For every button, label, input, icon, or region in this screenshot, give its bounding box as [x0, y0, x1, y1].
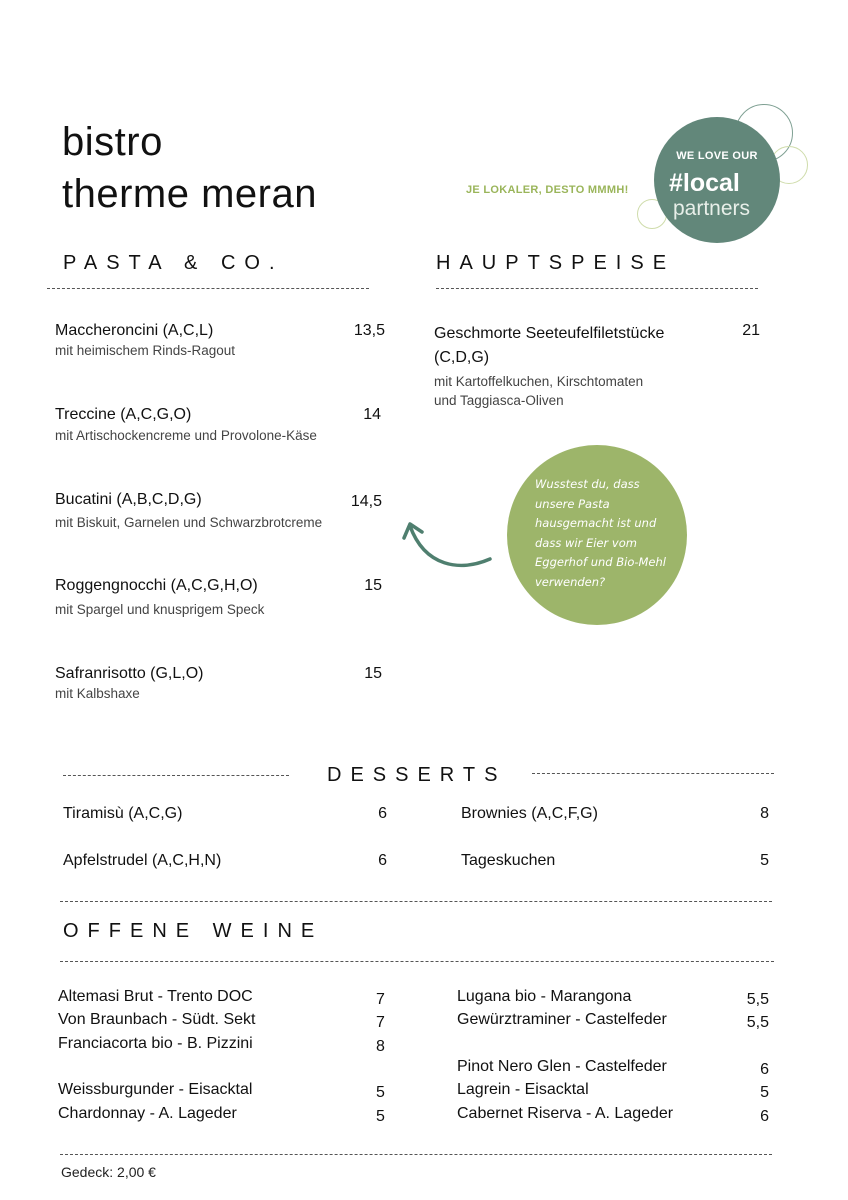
menu-item-pasta-4 [55, 665, 382, 701]
divider [47, 288, 369, 289]
menu-item-dessert-2 [461, 805, 769, 823]
wine-item [457, 1078, 769, 1102]
wine-item [58, 985, 386, 1009]
divider [532, 773, 774, 774]
section-heading-desserts: DESSERTS [327, 764, 507, 786]
section-heading-hauptspeise: HAUPTSPEISE [436, 252, 676, 274]
item-name: Apfelstrudel (A,C,H,N) [63, 852, 222, 869]
hint-line: verwenden? [535, 574, 606, 589]
wine-item [58, 1008, 386, 1032]
item-name: Bucatini (A,B,C,D,G) [55, 491, 202, 508]
wine-price: 7 [376, 991, 385, 1008]
badge-line-3: partners [673, 197, 751, 220]
divider [436, 288, 758, 289]
wine-item [457, 1055, 769, 1079]
wine-price: 8 [376, 1038, 385, 1055]
wine-item [457, 1008, 769, 1032]
item-description: mit Artischockencreme und Provolone-Käse [55, 428, 317, 443]
item-name: Brownies (A,C,F,G) [461, 805, 598, 822]
item-description-line-1: mit Kartoffelkuchen, Kirschtomaten [434, 374, 644, 389]
wine-name: Lagrein - Eisacktal [457, 1081, 589, 1098]
title-line-2: therme meran [62, 172, 317, 216]
tagline: JE LOKALER, DESTO MMMH! [466, 184, 629, 196]
item-price: 21 [742, 322, 760, 339]
wine-price: 5,5 [746, 991, 769, 1008]
menu-item-dessert-0 [63, 805, 387, 823]
item-name [434, 322, 760, 370]
restaurant-title [62, 116, 317, 220]
item-price: 6 [378, 805, 387, 822]
menu-item-pasta-3 [55, 577, 382, 617]
divider [60, 901, 772, 902]
wine-price: 5 [760, 1084, 769, 1101]
item-price: 6 [378, 852, 387, 869]
item-description: mit heimischem Rinds-Ragout [55, 343, 236, 358]
wine-name: Von Braunbach - Südt. Sekt [58, 1011, 256, 1028]
item-description: mit Spargel und knusprigem Speck [55, 602, 265, 617]
wine-price: 5,5 [746, 1014, 769, 1031]
item-description: mit Biskuit, Garnelen und Schwarzbrotcreme [55, 515, 323, 530]
wine-item [58, 1032, 386, 1056]
hint-line: Wusstest du, dass [535, 477, 640, 491]
wine-price: 5 [376, 1084, 385, 1101]
cover-charge: Gedeck: 2,00 € [61, 1164, 156, 1180]
section-heading-weine: OFFENE WEINE [63, 920, 324, 942]
menu-item-main-0 [434, 322, 760, 410]
hint-line: unsere Pasta [535, 496, 610, 511]
item-description-line-2: und Taggiasca-Oliven [434, 393, 564, 408]
wine-name: Lugana bio - Marangona [457, 988, 632, 1005]
wine-price: 7 [376, 1014, 385, 1031]
item-name: Treccine (A,C,G,O) [55, 406, 192, 423]
hint-line: hausgemacht ist und [535, 516, 657, 530]
wine-name: Gewürztraminer - Castelfeder [457, 1011, 667, 1028]
wine-price: 6 [760, 1108, 769, 1125]
item-price: 13,5 [353, 322, 385, 339]
divider [63, 775, 289, 776]
hint-line: Eggerhof und Bio-Mehl [535, 555, 666, 569]
divider [60, 1154, 772, 1155]
menu-item-pasta-0 [55, 322, 385, 358]
badge-line-1: WE LOVE OUR [676, 150, 758, 162]
menu-item-dessert-1 [63, 852, 387, 870]
wine-item [457, 1102, 769, 1126]
menu-item-pasta-1 [55, 406, 381, 443]
item-name: Tageskuchen [461, 852, 556, 869]
hint-line: dass wir Eier vom [535, 535, 637, 550]
local-partners-badge [654, 117, 780, 243]
curved-arrow-icon [400, 512, 500, 574]
wine-name: Chardonnay - A. Lageder [58, 1105, 237, 1122]
section-heading-pasta: PASTA & CO. [63, 252, 284, 274]
item-description: mit Kalbshaxe [55, 686, 140, 701]
wine-name: Franciacorta bio - B. Pizzini [58, 1035, 253, 1052]
wine-name: Altemasi Brut - Trento DOC [58, 988, 253, 1005]
item-price: 15 [364, 577, 382, 594]
wine-item [58, 1102, 386, 1126]
wine-price: 5 [376, 1108, 385, 1125]
item-name: Roggengnocchi (A,C,G,H,O) [55, 577, 258, 594]
item-name: Safranrisotto (G,L,O) [55, 665, 204, 682]
wine-name: Pinot Nero Glen - Castelfeder [457, 1058, 667, 1075]
divider [60, 961, 774, 962]
wine-item [457, 985, 769, 1009]
item-price: 5 [760, 852, 769, 869]
item-name: Tiramisù (A,C,G) [63, 805, 183, 822]
item-name: Maccheroncini (A,C,L) [55, 322, 214, 339]
menu-item-dessert-3 [461, 852, 769, 870]
title-line-1: bistro [62, 120, 163, 164]
wine-name: Weissburgunder - Eisacktal [58, 1081, 253, 1098]
item-description [434, 372, 760, 410]
badge-line-2: #local [669, 169, 740, 197]
item-name-line-1: Geschmorte Seeteufelfiletstücke [434, 325, 665, 342]
item-price: 8 [760, 805, 769, 822]
item-price: 14,5 [350, 493, 382, 510]
item-price: 14 [363, 406, 381, 423]
wine-item [58, 1078, 386, 1102]
wine-price: 6 [760, 1061, 769, 1078]
wine-name: Cabernet Riserva - A. Lageder [457, 1105, 674, 1122]
item-name-line-2: (C,D,G) [434, 349, 490, 366]
pasta-hint-text [535, 475, 666, 592]
item-price: 15 [364, 665, 382, 682]
menu-item-pasta-2 [55, 491, 382, 530]
